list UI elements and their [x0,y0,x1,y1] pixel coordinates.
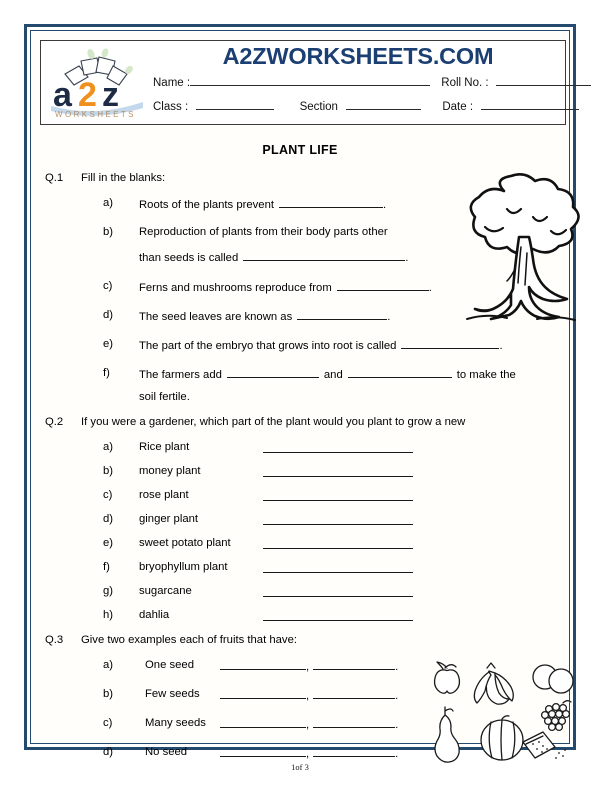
worksheet-header [40,40,566,125]
a2z-logo-icon [45,44,149,120]
q3-item-c-answers [220,717,398,731]
q1-item-a-period: . [383,199,387,211]
q3-item-c-comma: , [306,719,310,731]
brand-title: A2ZWORKSHEETS.COM [222,43,494,69]
worksheet-page-inner-border [30,30,570,760]
q3-item-b-period: . [395,690,399,702]
q1-item-b-label2: than seeds is called [139,252,239,264]
q1-item-f-tail: to make the [456,369,516,381]
q2-item-c-blank[interactable] [263,500,413,501]
q3-item-a-comma: , [306,661,310,673]
page-footer: 1of 3 [291,762,309,772]
q3-prompt: Give two examples each of fruits that have: [81,634,298,646]
q1-item-f-label: The farmers add [139,369,222,381]
watermelon-icon [481,716,523,760]
q3-item-d-blank-1[interactable] [220,746,306,757]
q1-item-f-blank-1[interactable] [227,367,319,378]
q2-item-c-letter: c) [103,489,113,501]
pear-icon [435,707,459,762]
q3-item-b-answers [220,688,398,702]
q2-item-g-letter: g) [103,585,114,597]
q2-item-e-label: sweet potato plant [139,537,231,549]
q1-item-b-text-line1: Reproduction of plants from their body parts other [139,226,388,238]
q3-item-d-answers [220,746,398,760]
q2-item-a-label: Rice plant [139,441,190,453]
q3-item-c-letter: c) [103,717,113,729]
q1-item-d-letter: d) [103,309,114,321]
q1-item-e-label: The part of the embryo that grows into root is called [139,340,397,352]
q1-item-c-period: . [428,282,432,294]
q2-item-g-blank[interactable] [263,596,413,597]
q3-item-d-blank-2[interactable] [313,746,395,757]
q2-item-a-letter: a) [103,441,114,453]
q1-item-b-text2 [139,250,408,264]
svg-text:WORKSHEETS: WORKSHEETS [55,110,136,119]
q3-item-d-label: No seed [145,746,188,758]
q3-item-d-letter: d) [103,746,114,758]
q2-item-b-label: money plant [139,465,201,477]
q2-item-e-letter: e) [103,537,114,549]
q3-number: Q.3 [45,634,64,646]
q3-item-b-comma: , [306,690,310,702]
q3-item-a-blank-2[interactable] [313,659,395,670]
svg-text:z: z [102,76,119,114]
section-input-rule[interactable] [346,98,421,110]
q3-item-c-blank-1[interactable] [220,717,306,728]
section-label: Section [299,101,338,113]
watermelon-slice-icon [523,732,555,758]
q3-item-d-comma: , [306,748,310,760]
q1-item-c-label: Ferns and mushrooms reproduce from [139,282,332,294]
q2-item-e-blank[interactable] [263,548,413,549]
q2-item-d-letter: d) [103,513,114,525]
q3-item-a-letter: a) [103,659,114,671]
q1-item-f-text2: soil fertile. [139,391,190,403]
name-label: Name : [153,77,191,89]
date-label: Date : [442,101,474,113]
q1-item-e-text [139,338,503,352]
q2-item-b-letter: b) [103,465,114,477]
q3-item-b-letter: b) [103,688,114,700]
q2-item-d-label: ginger plant [139,513,199,525]
q2-item-h-label: dahlia [139,609,170,621]
svg-text:2: 2 [78,76,97,114]
q1-item-c-blank[interactable] [337,280,429,291]
q1-item-d-blank[interactable] [297,309,387,320]
apple-icon [435,662,460,693]
oranges-icon [533,665,573,693]
header-field-row-name [153,74,591,89]
question-block-q1 [45,172,565,403]
q1-item-d-text [139,309,390,323]
q3-item-a-blank-1[interactable] [220,659,306,670]
q1-item-a-letter: a) [103,197,114,209]
q2-item-f-blank[interactable] [263,572,413,573]
q3-item-d-period: . [395,748,399,760]
banana-icon [474,663,513,704]
q1-item-b-blank[interactable] [243,250,405,261]
q1-item-a-label: Roots of the plants prevent [139,199,275,211]
q1-item-f-conjunction: and [323,369,343,381]
q1-item-e-period: . [499,340,503,352]
q2-item-h-blank[interactable] [263,620,413,621]
q3-item-b-blank-1[interactable] [220,688,306,699]
q1-item-c-text [139,280,432,294]
q2-item-d-blank[interactable] [263,524,413,525]
roll-no-label: Roll No. : [441,77,489,89]
q1-item-b-period: . [405,252,409,264]
q1-item-f-text [139,367,516,381]
q1-item-f-letter: f) [103,367,110,379]
fruits-illustration-icon [429,659,577,769]
worksheet-title: PLANT LIFE [262,143,338,157]
q2-item-f-label: bryophyllum plant [139,561,228,573]
q1-item-c-letter: c) [103,280,113,292]
header-field-row-class [153,98,579,113]
a2z-logo [45,44,149,120]
q2-prompt: If you were a gardener, which part of the plant would you plant to grow a new [81,416,466,428]
class-label: Class : [153,101,189,113]
q2-item-f-letter: f) [103,561,110,573]
q1-item-d-label: The seed leaves are known as [139,311,293,323]
q1-item-e-blank[interactable] [401,338,499,349]
q1-item-a-blank[interactable] [279,197,383,208]
grapes-icon [542,701,571,731]
q3-item-c-blank-2[interactable] [313,717,395,728]
q1-item-e-letter: e) [103,338,114,350]
q3-item-c-period: . [395,719,399,731]
q3-item-a-period: . [395,661,399,673]
q2-item-h-letter: h) [103,609,114,621]
q2-number: Q.2 [45,416,64,428]
q2-item-b-blank[interactable] [263,476,413,477]
name-input-rule[interactable] [190,74,430,86]
q3-item-b-label: Few seeds [145,688,200,700]
q2-item-a-blank[interactable] [263,452,413,453]
q3-item-a-answers [220,659,398,673]
q1-item-b-letter: b) [103,226,114,238]
q3-item-c-label: Many seeds [145,717,206,729]
q2-item-g-label: sugarcane [139,585,192,597]
q1-item-d-period: . [387,311,391,323]
q1-prompt: Fill in the blanks: [81,172,166,184]
date-input-rule[interactable] [481,98,579,110]
q2-item-c-label: rose plant [139,489,189,501]
q1-item-f-blank-2[interactable] [348,367,452,378]
svg-text:a: a [53,76,72,114]
q1-number: Q.1 [45,172,64,184]
question-block-q2 [45,416,565,621]
class-input-rule[interactable] [196,98,274,110]
worksheet-page-border [24,24,576,760]
roll-no-input-rule[interactable] [496,74,591,86]
q3-item-a-label: One seed [145,659,194,671]
q1-item-a-text [139,197,386,211]
q3-item-b-blank-2[interactable] [313,688,395,699]
